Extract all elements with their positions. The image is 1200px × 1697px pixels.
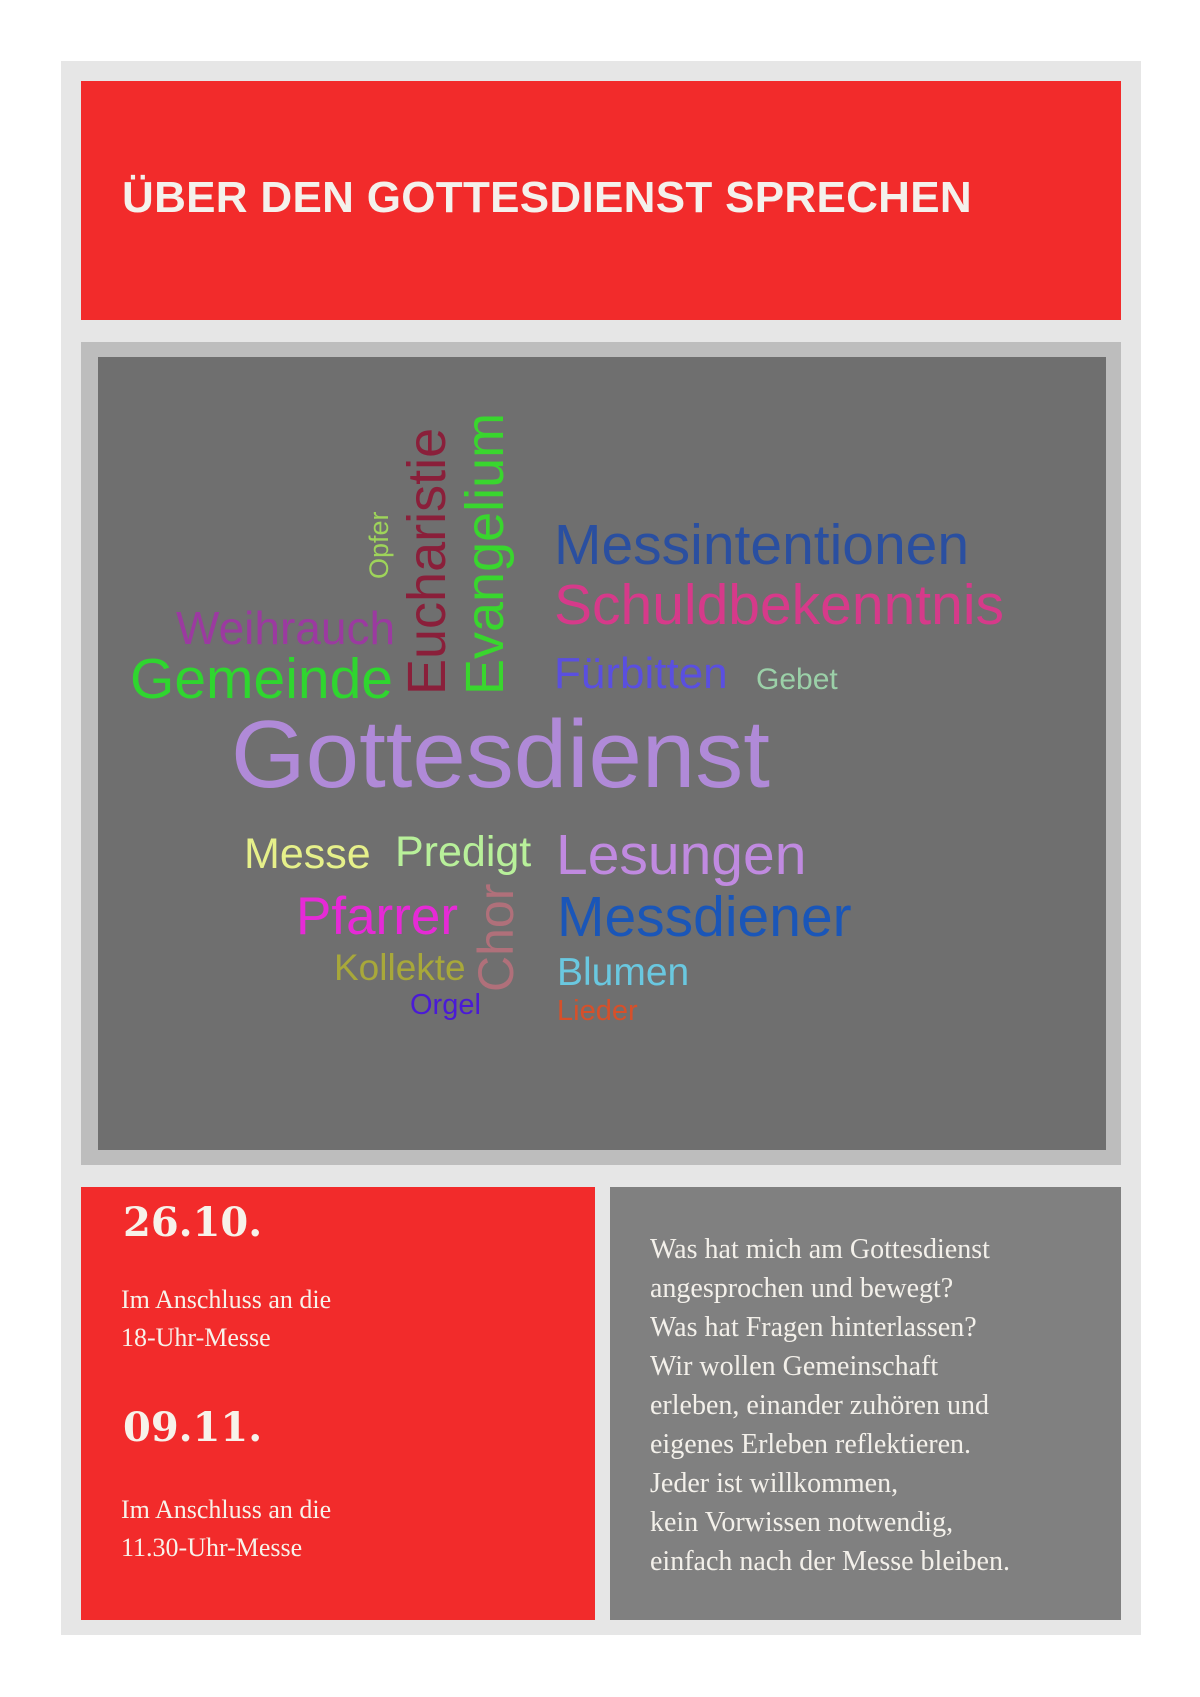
word-schuldbekenntnis: Schuldbekenntnis (554, 573, 1004, 637)
dates-panel (81, 1187, 595, 1620)
info-line: kein Vorwissen notwendig, (650, 1507, 954, 1538)
word-messintentionen: Messintentionen (554, 513, 970, 577)
word-cloud-panel (81, 342, 1121, 1165)
word-fuerbitten: Fürbitten (554, 649, 728, 698)
word-predigt: Predigt (395, 828, 532, 876)
word-pfarrer: Pfarrer (296, 887, 458, 946)
word-gottesdienst: Gottesdienst (231, 701, 770, 808)
info-line: Jeder ist willkommen, (650, 1468, 899, 1499)
word-eucharistie: Eucharistie (397, 427, 457, 695)
word-weihrauch: Weihrauch (176, 602, 396, 654)
info-panel (610, 1187, 1121, 1620)
word-messdiener: Messdiener (557, 885, 852, 949)
info-line: Was hat mich am Gottesdienst (650, 1234, 990, 1265)
info-text (650, 1230, 1010, 1581)
word-messe: Messe (244, 830, 371, 878)
word-lieder: Lieder (557, 995, 638, 1027)
word-opfer: Opfer (364, 511, 394, 579)
word-gemeinde: Gemeinde (130, 647, 393, 711)
date-2-note-line2: 11.30-Uhr-Messe (121, 1533, 303, 1562)
date-1-note-line1: Im Anschluss an die (121, 1285, 332, 1314)
word-lesungen: Lesungen (556, 823, 807, 887)
word-kollekte: Kollekte (334, 947, 466, 988)
info-line: Wir wollen Gemeinschaft (650, 1351, 939, 1382)
title-banner (81, 81, 1121, 320)
date-1-note-line2: 18-Uhr-Messe (121, 1323, 271, 1352)
info-line: Was hat Fragen hinterlassen? (650, 1312, 977, 1343)
word-evangelium: Evangelium (455, 412, 515, 695)
word-chor: Chor (468, 883, 524, 992)
poster-title: ÜBER DEN GOTTESDIENST SPRECHEN (122, 173, 972, 222)
date-2-note-line1: Im Anschluss an die (121, 1495, 332, 1524)
word-cloud (98, 357, 1106, 1150)
info-line: einfach nach der Messe bleiben. (650, 1546, 1010, 1577)
word-blumen: Blumen (557, 951, 690, 994)
info-line: eigenes Erleben reflektieren. (650, 1429, 972, 1460)
word-orgel: Orgel (410, 989, 481, 1021)
date-1: 26.10. (123, 1199, 263, 1246)
date-2: 09.11. (123, 1404, 263, 1451)
word-gebet: Gebet (756, 663, 838, 696)
info-line: angesprochen und bewegt? (650, 1273, 954, 1304)
info-line: erleben, einander zuhören und (650, 1390, 989, 1421)
